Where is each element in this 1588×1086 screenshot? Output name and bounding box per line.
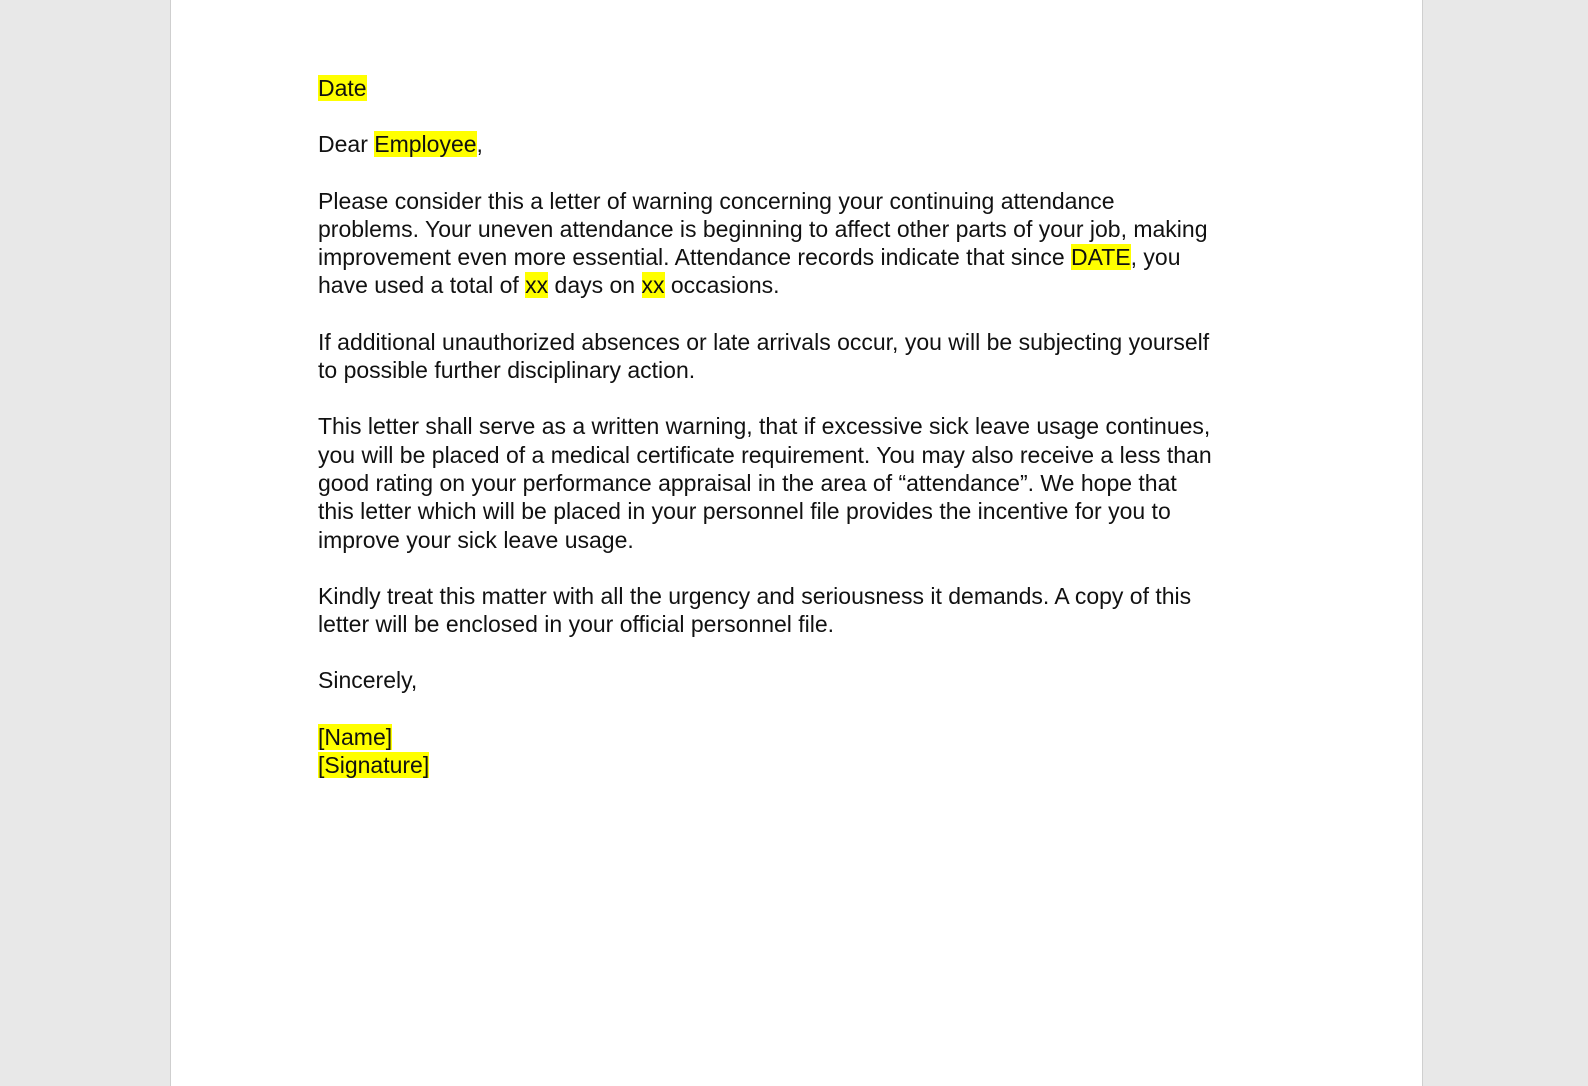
text-line: good rating on your performance appraisal in the area of “attendance”. We hope that (318, 469, 1177, 496)
days-count-placeholder: xx (525, 272, 549, 299)
salutation-suffix: , (476, 131, 483, 158)
text-run: improvement even more essential. Attendance records indicate that since (318, 244, 1072, 271)
paragraph-urgency (318, 582, 1278, 639)
letter-body[interactable] (318, 74, 1278, 779)
text-line: letter will be enclosed in your official personnel file. (318, 611, 835, 638)
date-line (318, 74, 1278, 102)
text-line: problems. Your uneven attendance is beginning to affect other parts of your job, making (318, 215, 1208, 242)
signature-line (318, 751, 1278, 779)
paragraph-consequence (318, 328, 1278, 385)
text-run: have used a total of (318, 272, 526, 299)
date-placeholder: Date (318, 75, 367, 101)
text-line (318, 243, 1278, 271)
text-run: days on (548, 272, 642, 299)
text-line: improve your sick leave usage. (318, 526, 634, 553)
text-line: This letter shall serve as a written warning, that if excessive sick leave usage continues, (318, 413, 1211, 440)
signature-placeholder: [Signature] (318, 752, 430, 779)
text-line: If additional unauthorized absences or late arrivals occur, you will be subjecting yourself (318, 328, 1210, 355)
occasions-count-placeholder: xx (641, 272, 665, 299)
text-line (318, 271, 1278, 299)
name-line (318, 723, 1278, 751)
employee-placeholder: Employee (374, 131, 477, 158)
text-line: you will be placed of a medical certificate requirement. You may also receive a less than (318, 441, 1212, 468)
since-date-placeholder: DATE (1071, 244, 1131, 271)
closing: Sincerely, (318, 667, 418, 694)
document-page (171, 0, 1422, 1086)
text-run: , you (1130, 244, 1181, 271)
name-placeholder: [Name] (318, 723, 393, 750)
salutation (318, 130, 1278, 158)
paragraph-written-warning (318, 412, 1278, 553)
text-run: occasions. (664, 272, 780, 299)
text-line: to possible further disciplinary action. (318, 357, 696, 384)
text-line: Please consider this a letter of warning concerning your continuing attendance (318, 187, 1115, 214)
salutation-prefix: Dear (318, 131, 375, 158)
text-line: Kindly treat this matter with all the urgency and seriousness it demands. A copy of this (318, 582, 1192, 609)
text-line: this letter which will be placed in your personnel file provides the incentive for you to (318, 498, 1171, 525)
paragraph-warning (318, 187, 1278, 300)
